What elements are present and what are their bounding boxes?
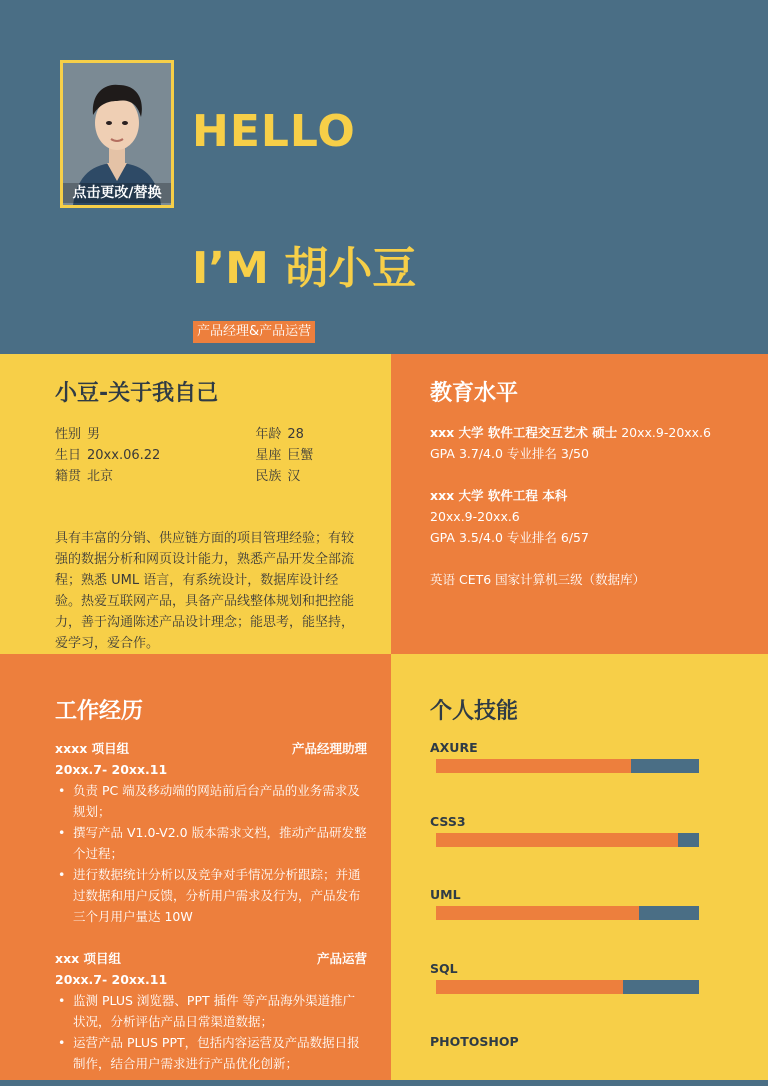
gpa-rank: GPA 3.5/4.0 专业排名 6/57 xyxy=(430,530,589,545)
skill-bar xyxy=(436,759,699,773)
about-paragraph: 具有丰富的分销、供应链方面的项目管理经验；有较强的数据分析和网页设计能力，熟悉产品开发全部流程；熟悉 UML 语言，有系统设计，数据库设计经验。热爱互联网产品，具备产品线整体规划和把控能力，善于沟通陈述产品设计理念；能思考，能坚持，爱学习，爱合作。 xyxy=(55,531,355,651)
change-photo-caption[interactable]: 点击更改/替换 xyxy=(63,183,171,203)
skill-fill xyxy=(436,833,678,847)
hello-heading: HELLO xyxy=(192,106,356,157)
skill-axure xyxy=(430,739,702,773)
education-entry xyxy=(430,485,760,548)
info-ethnicity: 民族 汉 xyxy=(255,469,301,484)
job-entry xyxy=(55,738,367,927)
job-position: 产品运营 xyxy=(316,951,367,966)
info-row xyxy=(55,466,355,487)
job-position: 产品经理助理 xyxy=(291,741,367,756)
skill-sql xyxy=(430,960,702,994)
info-zodiac: 星座 巨蟹 xyxy=(255,448,314,463)
skill-label: AXURE xyxy=(430,740,478,755)
gpa-rank: GPA 3.7/4.0 专业排名 3/50 xyxy=(430,446,589,461)
skill-label: CSS3 xyxy=(430,814,466,829)
certificates: 英语 CET6 国家计算机三级（数据库） xyxy=(430,572,646,587)
job-date: 20xx.7- 20xx.11 xyxy=(55,972,168,987)
about-title: 小豆-关于我自己 xyxy=(55,381,219,406)
school-name: xxx 大学 软件工程交互艺术 硕士 xyxy=(430,425,618,440)
skills-title: 个人技能 xyxy=(430,699,519,724)
info-gender: 性别 男 xyxy=(55,427,101,442)
study-period: 20xx.9-20xx.6 xyxy=(617,425,711,440)
skill-fill xyxy=(436,980,623,994)
skill-fill xyxy=(436,759,631,773)
duty-item: • 撰写产品 V1.0-V2.0 版本需求文档，推动产品研发整个过程； xyxy=(55,822,367,864)
info-row xyxy=(55,445,355,466)
personal-info xyxy=(55,424,355,487)
job-entry xyxy=(55,948,367,1074)
info-age: 年龄 28 xyxy=(255,427,304,442)
skill-uml xyxy=(430,886,702,920)
about-section xyxy=(0,354,391,654)
education-title: 教育水平 xyxy=(430,381,519,406)
skills-section xyxy=(391,654,768,1080)
education-entry xyxy=(430,422,760,464)
duty-item: • 监测 PLUS 浏览器、PPT 插件 等产品海外渠道推广状况，分析评估产品日常渠道数据； xyxy=(55,990,367,1032)
work-section xyxy=(0,654,391,1080)
skill-label: UML xyxy=(430,887,461,902)
skill-bar xyxy=(436,906,699,920)
school-name: xxx 大学 软件工程 本科 xyxy=(430,488,568,503)
project-group: xxxx 项目组 xyxy=(55,741,130,756)
duty-item: • 运营产品 PLUS PPT，包括内容运营及产品数据日报制作，结合用户需求进行产品优化创新； xyxy=(55,1032,367,1074)
project-group: xxx 项目组 xyxy=(55,951,122,966)
study-period: 20xx.9-20xx.6 xyxy=(430,509,520,524)
duty-list xyxy=(55,990,367,1074)
info-hometown: 籍贯 北京 xyxy=(55,469,114,484)
info-birthday: 生日 20xx.06.22 xyxy=(55,448,161,463)
skill-photoshop xyxy=(430,1033,702,1051)
resume-header xyxy=(0,0,768,354)
skill-css3 xyxy=(430,813,702,847)
skill-bar xyxy=(436,833,699,847)
skill-fill xyxy=(436,906,639,920)
work-title: 工作经历 xyxy=(55,699,144,724)
role-badge: 产品经理&产品运营 xyxy=(193,321,315,343)
profile-photo[interactable] xyxy=(60,60,174,208)
skill-label: SQL xyxy=(430,961,458,976)
skill-bar xyxy=(436,980,699,994)
education-section xyxy=(391,354,768,654)
info-row xyxy=(55,424,355,445)
duty-item: • 进行数据统计分析以及竞争对手情况分析跟踪；并通过数据和用户反馈，分析用户需求及行为，产品发布三个月用户量达 10W xyxy=(55,864,367,927)
skill-label: PHOTOSHOP xyxy=(430,1034,519,1049)
duty-list xyxy=(55,780,367,927)
name-heading: I’M 胡小豆 xyxy=(192,243,417,294)
job-date: 20xx.7- 20xx.11 xyxy=(55,762,168,777)
duty-item: • 负责 PC 端及移动端的网站前后台产品的业务需求及规划； xyxy=(55,780,367,822)
